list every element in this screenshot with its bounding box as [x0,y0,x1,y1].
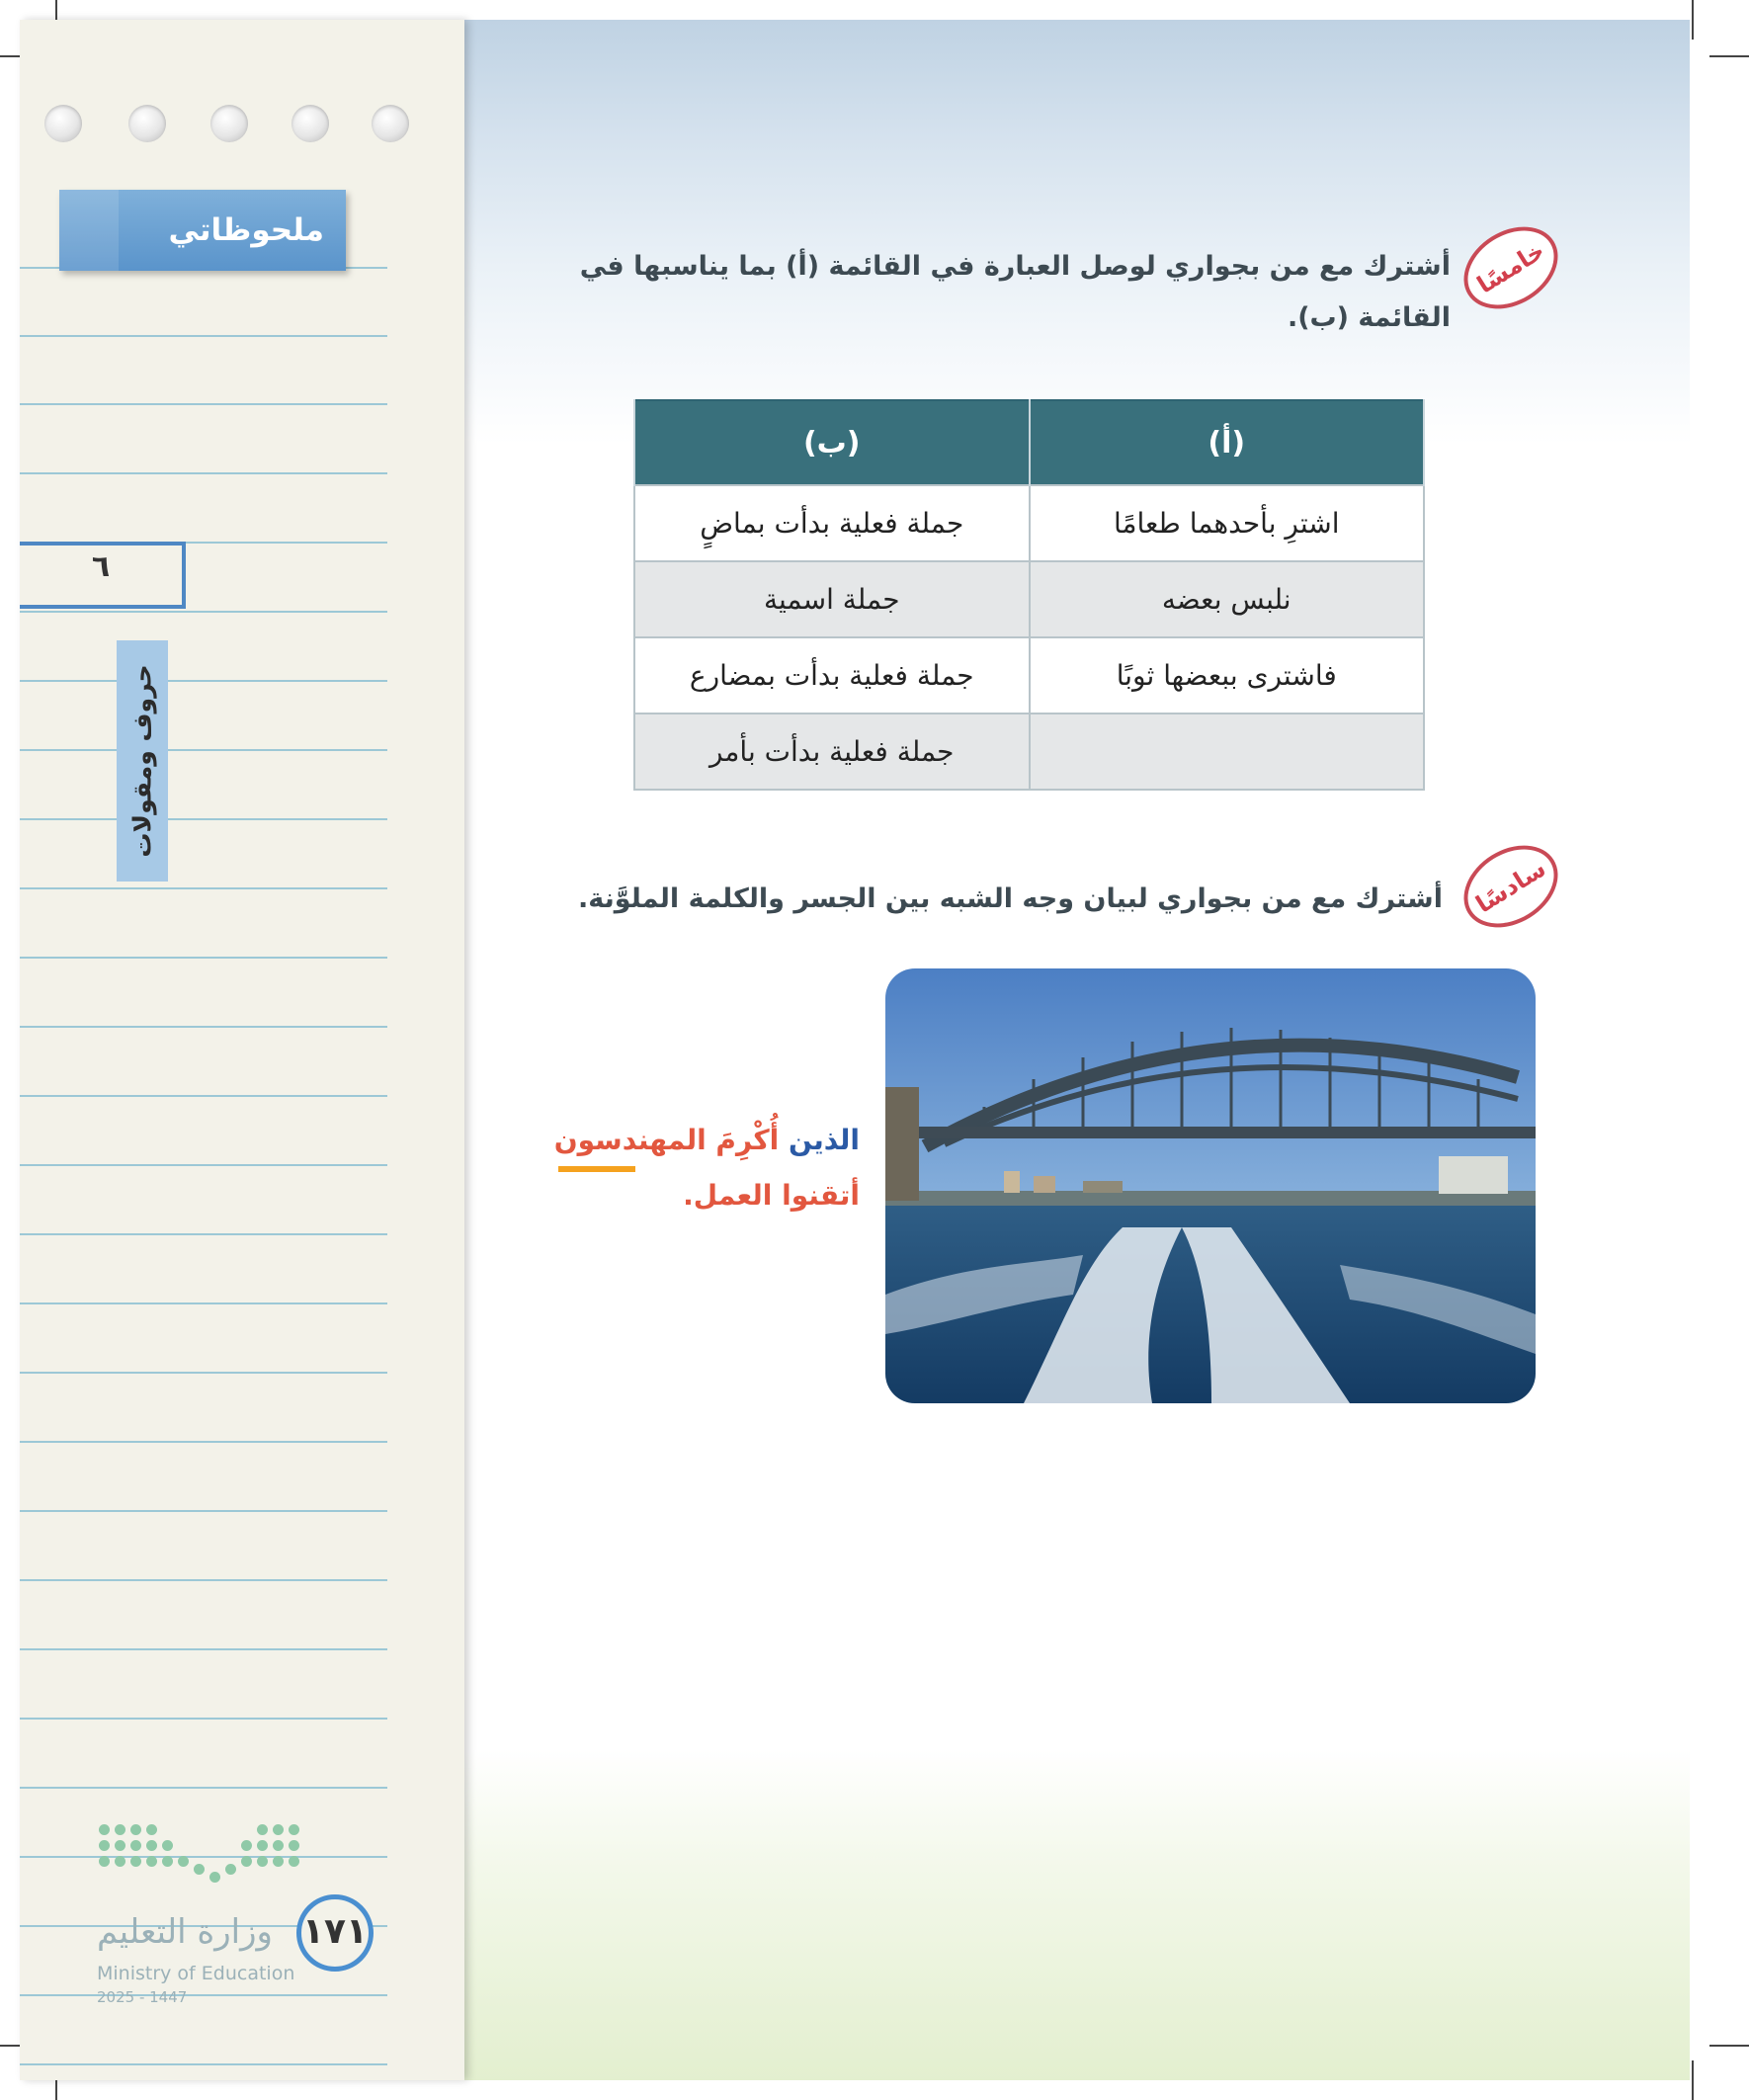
ruled-line [20,403,387,405]
table-row [634,714,1424,790]
ruled-line [20,1994,387,1996]
crop-mark [1709,2045,1749,2047]
ruled-line [20,1579,387,1581]
unit-ribbon [117,640,168,882]
unit-number: ٦ [91,549,111,584]
unit-title: حروف ومقولات [127,664,157,858]
ruled-line [20,1302,387,1304]
ruled-line [20,472,387,474]
ruled-line [20,818,387,820]
ruled-line [20,1510,387,1512]
column-b-cell: جملة فعلية بدأت بأمر [634,714,1030,790]
ruled-line [20,1441,387,1443]
ruled-line [20,1026,387,1028]
binder-hole [44,105,82,142]
ruled-line [20,887,387,889]
tab-stripe [59,190,119,271]
ministry-name-english: Ministry of Education [97,1963,295,1984]
crop-mark [1692,2060,1694,2100]
exercise-6-badge-label: سادسًا [1470,854,1551,919]
ruled-line [20,1648,387,1650]
bridge-photo [885,968,1536,1403]
ruled-line [20,957,387,959]
column-a-cell [1030,714,1425,790]
table-row [634,637,1424,714]
ministry-year: 2025 - 1447 [97,1988,188,2006]
binder-hole [372,105,409,142]
ruled-line [20,680,387,682]
ruled-line [20,335,387,337]
table-row [634,485,1424,561]
ruled-line [20,1372,387,1374]
ruled-line [20,749,387,751]
ministry-name-arabic: وزارة التعليم [97,1912,273,1952]
highlighted-word: الذين [789,1124,860,1156]
ruled-line [20,2063,387,2065]
ruled-line [20,1164,387,1166]
binder-hole [210,105,248,142]
exercise-5-badge-label: خامسًا [1471,236,1550,299]
ruled-line [20,611,387,613]
column-b-cell: جملة اسمية [634,561,1030,637]
ruled-line [20,1787,387,1789]
notes-sidebar [20,20,464,2080]
ministry-logo-icon [99,1818,306,1888]
highlight-underline [558,1166,635,1172]
exercise-5-prompt: أشترك مع من بجواري لوصل العبارة في القائمة (أ) بما يناسبها في القائمة (ب). [579,251,1451,333]
column-a-cell: فاشترى ببعضها ثوبًا [1030,637,1425,714]
ruled-line [20,1095,387,1097]
sentence-part-2: أتقنوا العمل. [683,1179,860,1212]
column-b-cell: جملة فعلية بدأت بماضٍ [634,485,1030,561]
table-row [634,561,1424,637]
ruled-line [20,1718,387,1720]
binder-hole [292,105,329,142]
crop-mark [1692,0,1694,40]
sentence-part-1: أُكْرِمَ المهندسون [553,1124,780,1156]
column-a-cell: اشترِ بأحدهما طعامًا [1030,485,1425,561]
column-a-header: (أ) [1030,400,1425,485]
notes-tab [59,190,346,271]
column-b-header: (ب) [634,400,1030,485]
exercise-6-prompt: أشترك مع من بجواري لبيان وجه الشبه بين الجسر والكلمة الملوَّنة. [577,883,1443,914]
unit-number-box [20,542,186,609]
binder-hole [128,105,166,142]
bridge-illustration [885,968,1536,1403]
ruled-line [20,1233,387,1235]
column-b-cell: جملة فعلية بدأت بمضارع [634,637,1030,714]
matching-table [633,399,1425,791]
page-number: ١٧١ [296,1894,374,1972]
crop-mark [1709,55,1749,57]
column-a-cell: نلبس بعضه [1030,561,1425,637]
notes-title: ملحوظاتي [168,212,324,248]
